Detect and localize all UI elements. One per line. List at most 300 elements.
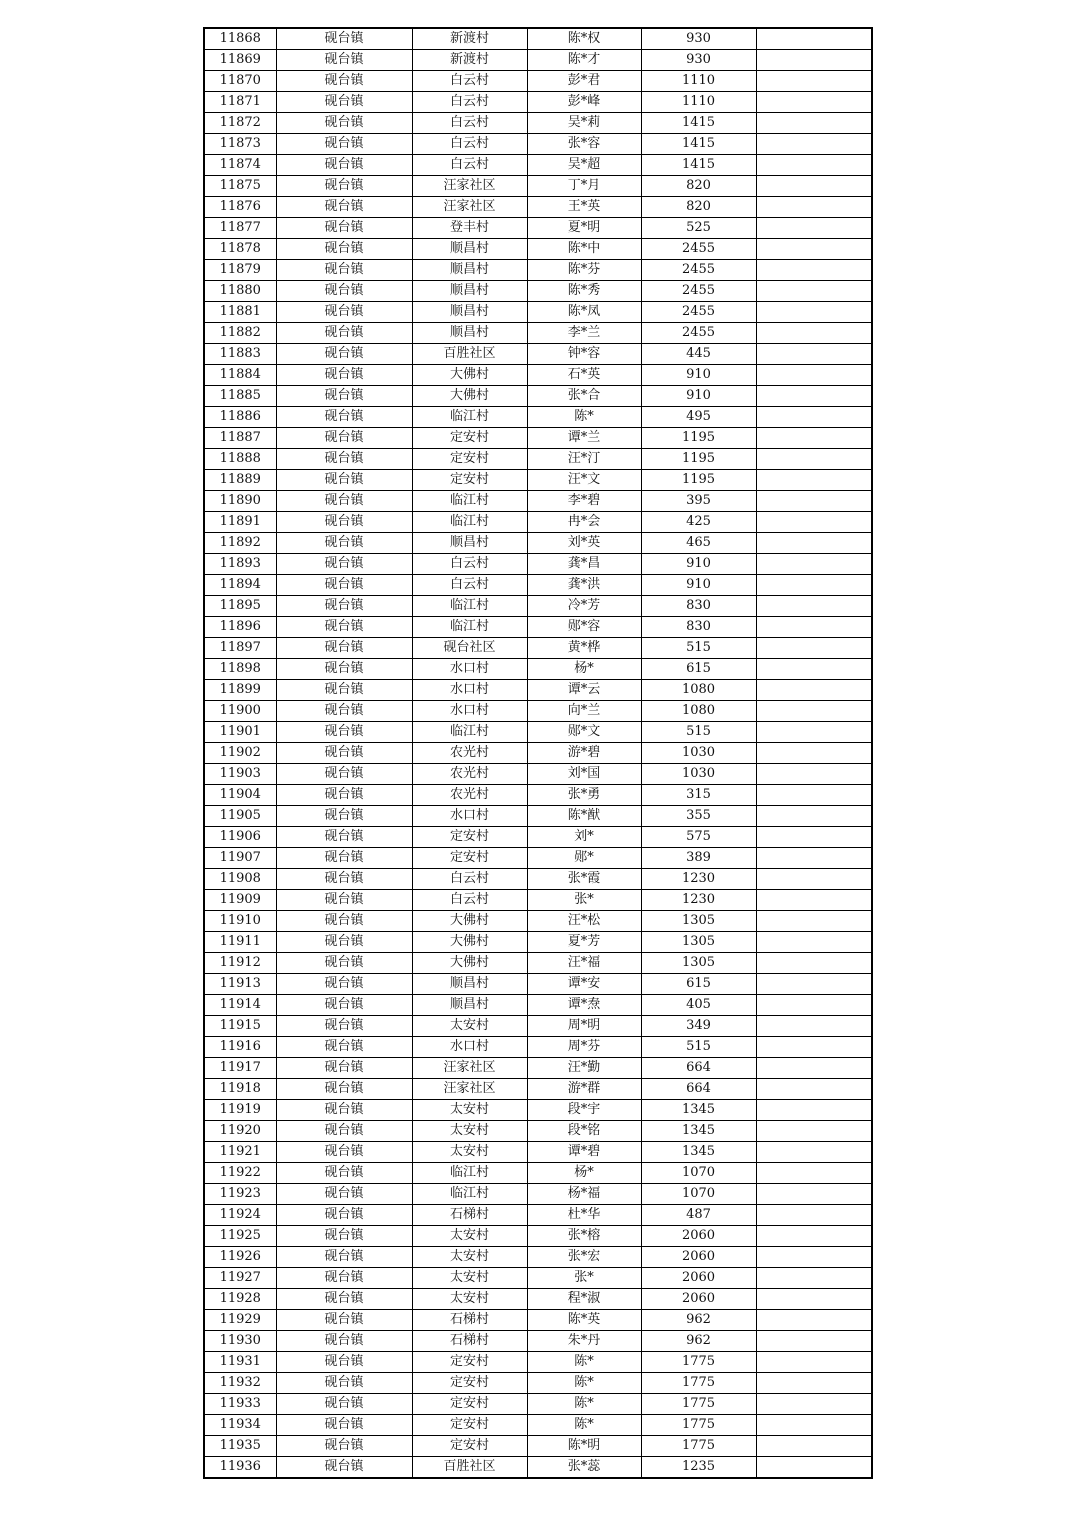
name-cell: 汪*汀 [527, 449, 641, 470]
row-number-cell: 11888 [204, 449, 276, 470]
row-number-cell: 11891 [204, 512, 276, 533]
row-number-cell: 11882 [204, 323, 276, 344]
remark-cell [756, 1268, 872, 1289]
village-cell: 新渡村 [412, 28, 527, 50]
amount-cell: 820 [641, 176, 756, 197]
row-number-cell: 11872 [204, 113, 276, 134]
table-row [204, 50, 872, 71]
table-row [204, 617, 872, 638]
name-cell: 张*蕊 [527, 1457, 641, 1479]
village-cell: 水口村 [412, 659, 527, 680]
amount-cell: 355 [641, 806, 756, 827]
village-cell: 定安村 [412, 1436, 527, 1457]
row-number-cell: 11883 [204, 344, 276, 365]
town-cell: 砚台镇 [276, 197, 412, 218]
remark-cell [756, 1037, 872, 1058]
row-number-cell: 11903 [204, 764, 276, 785]
table-row [204, 344, 872, 365]
town-cell: 砚台镇 [276, 932, 412, 953]
name-cell: 杨* [527, 659, 641, 680]
name-cell: 郧* [527, 848, 641, 869]
row-number-cell: 11899 [204, 680, 276, 701]
town-cell: 砚台镇 [276, 1163, 412, 1184]
amount-cell: 1775 [641, 1415, 756, 1436]
town-cell: 砚台镇 [276, 1079, 412, 1100]
town-cell: 砚台镇 [276, 1457, 412, 1479]
name-cell: 陈*秀 [527, 281, 641, 302]
row-number-cell: 11877 [204, 218, 276, 239]
village-cell: 白云村 [412, 71, 527, 92]
village-cell: 太安村 [412, 1100, 527, 1121]
table-row [204, 239, 872, 260]
table-row [204, 1247, 872, 1268]
remark-cell [756, 1121, 872, 1142]
amount-cell: 389 [641, 848, 756, 869]
row-number-cell: 11894 [204, 575, 276, 596]
name-cell: 陈*中 [527, 239, 641, 260]
remark-cell [756, 764, 872, 785]
amount-cell: 930 [641, 50, 756, 71]
row-number-cell: 11936 [204, 1457, 276, 1479]
village-cell: 水口村 [412, 701, 527, 722]
row-number-cell: 11909 [204, 890, 276, 911]
town-cell: 砚台镇 [276, 911, 412, 932]
village-cell: 临江村 [412, 722, 527, 743]
remark-cell [756, 722, 872, 743]
table-row [204, 659, 872, 680]
remark-cell [756, 1163, 872, 1184]
name-cell: 杨*福 [527, 1184, 641, 1205]
table-row [204, 848, 872, 869]
town-cell: 砚台镇 [276, 974, 412, 995]
remark-cell [756, 428, 872, 449]
village-cell: 白云村 [412, 113, 527, 134]
amount-cell: 2455 [641, 281, 756, 302]
town-cell: 砚台镇 [276, 365, 412, 386]
town-cell: 砚台镇 [276, 533, 412, 554]
amount-cell: 1775 [641, 1394, 756, 1415]
remark-cell [756, 974, 872, 995]
row-number-cell: 11917 [204, 1058, 276, 1079]
amount-cell: 2455 [641, 302, 756, 323]
row-number-cell: 11935 [204, 1436, 276, 1457]
name-cell: 刘*英 [527, 533, 641, 554]
remark-cell [756, 1352, 872, 1373]
remark-cell [756, 554, 872, 575]
name-cell: 游*群 [527, 1079, 641, 1100]
remark-cell [756, 1394, 872, 1415]
table-row [204, 155, 872, 176]
village-cell: 百胜社区 [412, 344, 527, 365]
town-cell: 砚台镇 [276, 92, 412, 113]
remark-cell [756, 1016, 872, 1037]
row-number-cell: 11916 [204, 1037, 276, 1058]
amount-cell: 1110 [641, 71, 756, 92]
remark-cell [756, 617, 872, 638]
table-row [204, 491, 872, 512]
remark-cell [756, 134, 872, 155]
village-cell: 临江村 [412, 407, 527, 428]
table-row [204, 134, 872, 155]
table-row [204, 1394, 872, 1415]
roster-sheet [203, 27, 873, 1479]
row-number-cell: 11892 [204, 533, 276, 554]
village-cell: 白云村 [412, 554, 527, 575]
name-cell: 陈*芬 [527, 260, 641, 281]
row-number-cell: 11925 [204, 1226, 276, 1247]
name-cell: 李*兰 [527, 323, 641, 344]
town-cell: 砚台镇 [276, 575, 412, 596]
remark-cell [756, 113, 872, 134]
amount-cell: 1080 [641, 701, 756, 722]
table-row [204, 743, 872, 764]
name-cell: 张* [527, 1268, 641, 1289]
town-cell: 砚台镇 [276, 512, 412, 533]
remark-cell [756, 1310, 872, 1331]
remark-cell [756, 1289, 872, 1310]
remark-cell [756, 239, 872, 260]
name-cell: 汪*勤 [527, 1058, 641, 1079]
table-row [204, 869, 872, 890]
row-number-cell: 11907 [204, 848, 276, 869]
amount-cell: 1030 [641, 764, 756, 785]
remark-cell [756, 1142, 872, 1163]
amount-cell: 1345 [641, 1121, 756, 1142]
name-cell: 程*淑 [527, 1289, 641, 1310]
remark-cell [756, 323, 872, 344]
table-row [204, 554, 872, 575]
town-cell: 砚台镇 [276, 890, 412, 911]
village-cell: 临江村 [412, 491, 527, 512]
town-cell: 砚台镇 [276, 302, 412, 323]
row-number-cell: 11874 [204, 155, 276, 176]
amount-cell: 1195 [641, 428, 756, 449]
amount-cell: 1305 [641, 932, 756, 953]
village-cell: 白云村 [412, 890, 527, 911]
remark-cell [756, 281, 872, 302]
town-cell: 砚台镇 [276, 638, 412, 659]
village-cell: 砚台社区 [412, 638, 527, 659]
town-cell: 砚台镇 [276, 659, 412, 680]
table-row [204, 1226, 872, 1247]
name-cell: 张*霞 [527, 869, 641, 890]
row-number-cell: 11900 [204, 701, 276, 722]
town-cell: 砚台镇 [276, 176, 412, 197]
table-row [204, 953, 872, 974]
amount-cell: 910 [641, 365, 756, 386]
village-cell: 定安村 [412, 848, 527, 869]
town-cell: 砚台镇 [276, 1436, 412, 1457]
remark-cell [756, 1079, 872, 1100]
name-cell: 汪*福 [527, 953, 641, 974]
name-cell: 张*勇 [527, 785, 641, 806]
row-number-cell: 11895 [204, 596, 276, 617]
row-number-cell: 11884 [204, 365, 276, 386]
amount-cell: 487 [641, 1205, 756, 1226]
village-cell: 定安村 [412, 1394, 527, 1415]
name-cell: 陈* [527, 407, 641, 428]
remark-cell [756, 344, 872, 365]
table-row [204, 1079, 872, 1100]
town-cell: 砚台镇 [276, 1373, 412, 1394]
town-cell: 砚台镇 [276, 806, 412, 827]
village-cell: 大佛村 [412, 932, 527, 953]
village-cell: 白云村 [412, 869, 527, 890]
row-number-cell: 11875 [204, 176, 276, 197]
town-cell: 砚台镇 [276, 1037, 412, 1058]
name-cell: 陈*凤 [527, 302, 641, 323]
village-cell: 临江村 [412, 1163, 527, 1184]
remark-cell [756, 386, 872, 407]
row-number-cell: 11908 [204, 869, 276, 890]
amount-cell: 1415 [641, 113, 756, 134]
name-cell: 陈*明 [527, 1436, 641, 1457]
table-row [204, 470, 872, 491]
village-cell: 大佛村 [412, 953, 527, 974]
amount-cell: 405 [641, 995, 756, 1016]
village-cell: 大佛村 [412, 911, 527, 932]
table-row [204, 575, 872, 596]
town-cell: 砚台镇 [276, 1016, 412, 1037]
town-cell: 砚台镇 [276, 428, 412, 449]
town-cell: 砚台镇 [276, 28, 412, 50]
name-cell: 张*容 [527, 134, 641, 155]
remark-cell [756, 911, 872, 932]
amount-cell: 1080 [641, 680, 756, 701]
village-cell: 汪家社区 [412, 1079, 527, 1100]
town-cell: 砚台镇 [276, 1121, 412, 1142]
town-cell: 砚台镇 [276, 1268, 412, 1289]
town-cell: 砚台镇 [276, 596, 412, 617]
remark-cell [756, 1457, 872, 1479]
name-cell: 王*英 [527, 197, 641, 218]
remark-cell [756, 680, 872, 701]
row-number-cell: 11926 [204, 1247, 276, 1268]
town-cell: 砚台镇 [276, 680, 412, 701]
name-cell: 陈*英 [527, 1310, 641, 1331]
name-cell: 吴*超 [527, 155, 641, 176]
name-cell: 谭*焘 [527, 995, 641, 1016]
row-number-cell: 11912 [204, 953, 276, 974]
remark-cell [756, 1373, 872, 1394]
village-cell: 白云村 [412, 575, 527, 596]
remark-cell [756, 890, 872, 911]
row-number-cell: 11901 [204, 722, 276, 743]
amount-cell: 395 [641, 491, 756, 512]
name-cell: 朱*丹 [527, 1331, 641, 1352]
village-cell: 新渡村 [412, 50, 527, 71]
village-cell: 太安村 [412, 1226, 527, 1247]
row-number-cell: 11922 [204, 1163, 276, 1184]
roster-table [203, 27, 873, 1479]
name-cell: 周*明 [527, 1016, 641, 1037]
remark-cell [756, 932, 872, 953]
town-cell: 砚台镇 [276, 1394, 412, 1415]
table-row [204, 1016, 872, 1037]
name-cell: 陈*猷 [527, 806, 641, 827]
town-cell: 砚台镇 [276, 701, 412, 722]
row-number-cell: 11873 [204, 134, 276, 155]
table-row [204, 197, 872, 218]
amount-cell: 910 [641, 575, 756, 596]
village-cell: 顺昌村 [412, 533, 527, 554]
row-number-cell: 11902 [204, 743, 276, 764]
table-row [204, 596, 872, 617]
remark-cell [756, 218, 872, 239]
name-cell: 周*芬 [527, 1037, 641, 1058]
row-number-cell: 11886 [204, 407, 276, 428]
row-number-cell: 11933 [204, 1394, 276, 1415]
village-cell: 汪家社区 [412, 197, 527, 218]
row-number-cell: 11869 [204, 50, 276, 71]
name-cell: 黄*桦 [527, 638, 641, 659]
name-cell: 谭*安 [527, 974, 641, 995]
row-number-cell: 11880 [204, 281, 276, 302]
town-cell: 砚台镇 [276, 953, 412, 974]
table-row [204, 722, 872, 743]
amount-cell: 1195 [641, 470, 756, 491]
amount-cell: 962 [641, 1310, 756, 1331]
row-number-cell: 11887 [204, 428, 276, 449]
amount-cell: 664 [641, 1058, 756, 1079]
town-cell: 砚台镇 [276, 239, 412, 260]
village-cell: 汪家社区 [412, 176, 527, 197]
amount-cell: 930 [641, 28, 756, 50]
table-row [204, 1352, 872, 1373]
amount-cell: 2455 [641, 323, 756, 344]
name-cell: 谭*碧 [527, 1142, 641, 1163]
remark-cell [756, 155, 872, 176]
town-cell: 砚台镇 [276, 869, 412, 890]
remark-cell [756, 260, 872, 281]
amount-cell: 615 [641, 659, 756, 680]
row-number-cell: 11920 [204, 1121, 276, 1142]
amount-cell: 1305 [641, 953, 756, 974]
village-cell: 白云村 [412, 92, 527, 113]
village-cell: 太安村 [412, 1289, 527, 1310]
table-row [204, 1289, 872, 1310]
row-number-cell: 11897 [204, 638, 276, 659]
name-cell: 刘* [527, 827, 641, 848]
row-number-cell: 11911 [204, 932, 276, 953]
amount-cell: 315 [641, 785, 756, 806]
name-cell: 郧*文 [527, 722, 641, 743]
village-cell: 太安村 [412, 1268, 527, 1289]
town-cell: 砚台镇 [276, 1184, 412, 1205]
row-number-cell: 11906 [204, 827, 276, 848]
remark-cell [756, 1184, 872, 1205]
row-number-cell: 11918 [204, 1079, 276, 1100]
town-cell: 砚台镇 [276, 407, 412, 428]
table-row [204, 92, 872, 113]
row-number-cell: 11927 [204, 1268, 276, 1289]
table-row [204, 386, 872, 407]
table-row [204, 1457, 872, 1479]
amount-cell: 525 [641, 218, 756, 239]
table-row [204, 974, 872, 995]
amount-cell: 425 [641, 512, 756, 533]
amount-cell: 1775 [641, 1352, 756, 1373]
row-number-cell: 11878 [204, 239, 276, 260]
town-cell: 砚台镇 [276, 1205, 412, 1226]
table-row [204, 1100, 872, 1121]
table-row [204, 1373, 872, 1394]
village-cell: 定安村 [412, 449, 527, 470]
name-cell: 汪*松 [527, 911, 641, 932]
village-cell: 石梯村 [412, 1331, 527, 1352]
name-cell: 夏*芳 [527, 932, 641, 953]
town-cell: 砚台镇 [276, 1310, 412, 1331]
town-cell: 砚台镇 [276, 995, 412, 1016]
table-row [204, 365, 872, 386]
town-cell: 砚台镇 [276, 491, 412, 512]
village-cell: 水口村 [412, 806, 527, 827]
village-cell: 白云村 [412, 134, 527, 155]
row-number-cell: 11896 [204, 617, 276, 638]
village-cell: 定安村 [412, 827, 527, 848]
name-cell: 谭*云 [527, 680, 641, 701]
amount-cell: 2060 [641, 1268, 756, 1289]
amount-cell: 1345 [641, 1142, 756, 1163]
name-cell: 石*英 [527, 365, 641, 386]
row-number-cell: 11919 [204, 1100, 276, 1121]
remark-cell [756, 1100, 872, 1121]
amount-cell: 2060 [641, 1226, 756, 1247]
table-row [204, 932, 872, 953]
row-number-cell: 11876 [204, 197, 276, 218]
name-cell: 冉*会 [527, 512, 641, 533]
table-row [204, 113, 872, 134]
table-row [204, 1142, 872, 1163]
name-cell: 陈* [527, 1373, 641, 1394]
remark-cell [756, 1058, 872, 1079]
row-number-cell: 11914 [204, 995, 276, 1016]
village-cell: 汪家社区 [412, 1058, 527, 1079]
town-cell: 砚台镇 [276, 260, 412, 281]
town-cell: 砚台镇 [276, 1289, 412, 1310]
village-cell: 临江村 [412, 1184, 527, 1205]
row-number-cell: 11870 [204, 71, 276, 92]
town-cell: 砚台镇 [276, 827, 412, 848]
remark-cell [756, 365, 872, 386]
village-cell: 临江村 [412, 512, 527, 533]
town-cell: 砚台镇 [276, 218, 412, 239]
town-cell: 砚台镇 [276, 722, 412, 743]
amount-cell: 910 [641, 386, 756, 407]
amount-cell: 830 [641, 617, 756, 638]
town-cell: 砚台镇 [276, 848, 412, 869]
village-cell: 太安村 [412, 1016, 527, 1037]
village-cell: 顺昌村 [412, 974, 527, 995]
amount-cell: 465 [641, 533, 756, 554]
village-cell: 石梯村 [412, 1205, 527, 1226]
amount-cell: 575 [641, 827, 756, 848]
name-cell: 段*铭 [527, 1121, 641, 1142]
row-number-cell: 11881 [204, 302, 276, 323]
town-cell: 砚台镇 [276, 386, 412, 407]
row-number-cell: 11871 [204, 92, 276, 113]
remark-cell [756, 596, 872, 617]
row-number-cell: 11929 [204, 1310, 276, 1331]
amount-cell: 1415 [641, 155, 756, 176]
town-cell: 砚台镇 [276, 281, 412, 302]
remark-cell [756, 1205, 872, 1226]
village-cell: 大佛村 [412, 386, 527, 407]
amount-cell: 1030 [641, 743, 756, 764]
village-cell: 定安村 [412, 428, 527, 449]
table-row [204, 806, 872, 827]
name-cell: 陈*权 [527, 28, 641, 50]
